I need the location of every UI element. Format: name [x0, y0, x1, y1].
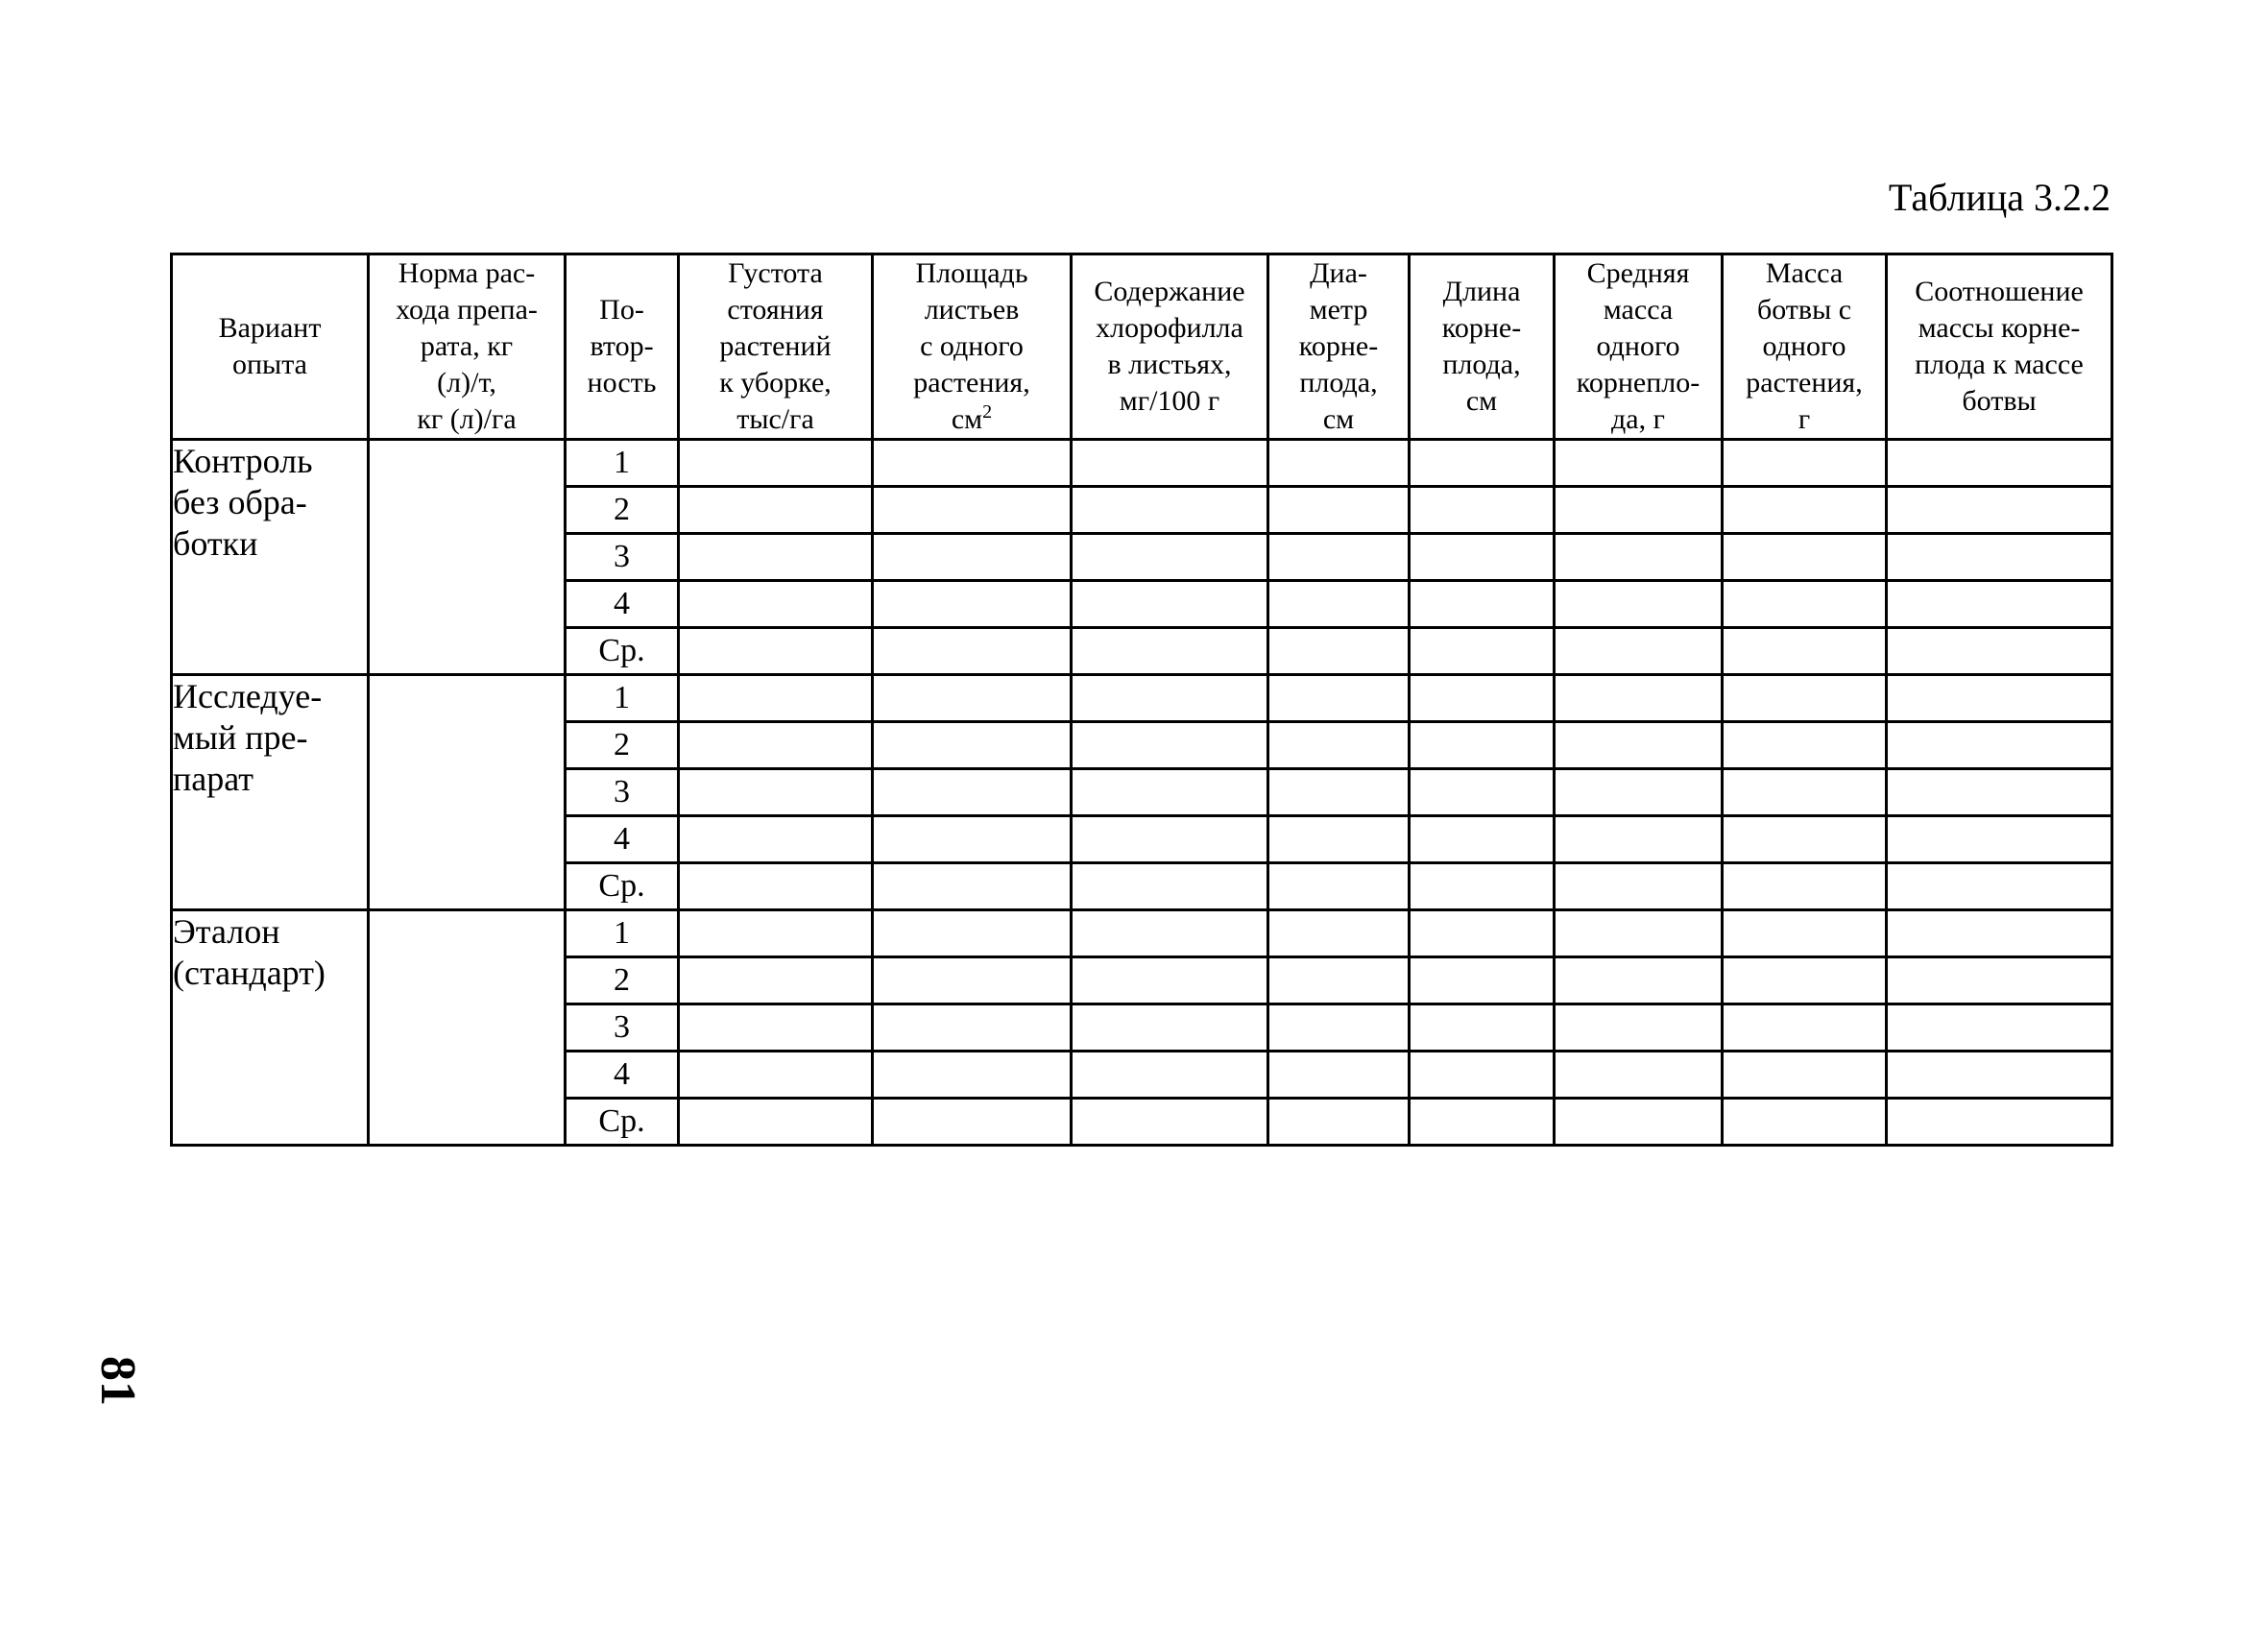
- data-cell[interactable]: [1410, 1099, 1555, 1146]
- data-cell[interactable]: [873, 1052, 1072, 1099]
- repetition-cell: Ср.: [566, 1099, 679, 1146]
- rate-cell[interactable]: [369, 675, 566, 910]
- data-cell[interactable]: [1887, 957, 2112, 1004]
- data-cell[interactable]: [1555, 487, 1723, 534]
- data-cell[interactable]: [1410, 628, 1555, 675]
- data-cell[interactable]: [1410, 1004, 1555, 1052]
- data-cell[interactable]: [1410, 957, 1555, 1004]
- variant-line: ботки: [173, 524, 258, 563]
- data-cell[interactable]: [1887, 440, 2112, 487]
- header-root-mass: [1555, 254, 1723, 440]
- data-cell[interactable]: [679, 863, 873, 910]
- data-cell[interactable]: [1268, 487, 1410, 534]
- header-line: Вариант: [218, 312, 322, 344]
- data-cell[interactable]: [1723, 722, 1887, 769]
- data-cell[interactable]: [1555, 957, 1723, 1004]
- data-cell[interactable]: [679, 1099, 873, 1146]
- variant-line: парат: [173, 760, 254, 798]
- data-cell[interactable]: [1723, 816, 1887, 863]
- header-line: корне-: [1298, 330, 1379, 362]
- header-application-rate: [369, 254, 566, 440]
- header-repetition: [566, 254, 679, 440]
- data-cell[interactable]: [1887, 816, 2112, 863]
- data-cell[interactable]: [1555, 1004, 1723, 1052]
- data-cell[interactable]: [1555, 816, 1723, 863]
- variant-cell: [172, 675, 369, 910]
- header-line: втор-: [590, 330, 654, 362]
- header-line: стояния: [727, 294, 824, 326]
- header-plant-density: [679, 254, 873, 440]
- header-line: опыта: [231, 349, 307, 380]
- header-line: Диа-: [1310, 257, 1367, 289]
- data-cell[interactable]: [1072, 581, 1268, 628]
- data-cell[interactable]: [1410, 440, 1555, 487]
- data-cell[interactable]: [679, 910, 873, 957]
- data-cell[interactable]: [1072, 675, 1268, 722]
- variant-line: Исследуе-: [173, 677, 323, 715]
- repetition-cell: 2: [566, 487, 679, 534]
- data-cell[interactable]: [1887, 722, 2112, 769]
- repetition-cell: 4: [566, 581, 679, 628]
- header-line: к уборке,: [719, 367, 832, 399]
- header-line: растения,: [913, 367, 1030, 399]
- data-cell[interactable]: [1072, 1004, 1268, 1052]
- data-cell[interactable]: [1887, 675, 2112, 722]
- data-cell[interactable]: [1723, 440, 1887, 487]
- data-cell[interactable]: [1072, 534, 1268, 581]
- repetition-cell: 1: [566, 440, 679, 487]
- data-cell[interactable]: [1555, 769, 1723, 816]
- data-cell[interactable]: [1723, 675, 1887, 722]
- data-cell[interactable]: [1268, 581, 1410, 628]
- page-number: 81: [90, 1356, 145, 1406]
- data-cell[interactable]: [1072, 769, 1268, 816]
- data-cell[interactable]: [1555, 440, 1723, 487]
- data-cell[interactable]: [1723, 769, 1887, 816]
- variant-cell: [172, 440, 369, 675]
- data-cell[interactable]: [1887, 581, 2112, 628]
- data-cell[interactable]: [1555, 1052, 1723, 1099]
- repetition-cell: 3: [566, 1004, 679, 1052]
- data-cell[interactable]: [873, 1099, 1072, 1146]
- variant-line: (стандарт): [173, 954, 326, 992]
- data-cell[interactable]: [1410, 910, 1555, 957]
- header-leaf-area: [873, 254, 1072, 440]
- data-cell[interactable]: [873, 1004, 1072, 1052]
- data-cell[interactable]: [1072, 628, 1268, 675]
- data-cell[interactable]: [873, 769, 1072, 816]
- data-cell[interactable]: [1555, 863, 1723, 910]
- data-cell[interactable]: [1072, 440, 1268, 487]
- data-cell[interactable]: [679, 1004, 873, 1052]
- data-cell[interactable]: [873, 675, 1072, 722]
- data-cell[interactable]: [1887, 534, 2112, 581]
- data-cell[interactable]: [873, 534, 1072, 581]
- data-cell[interactable]: [873, 722, 1072, 769]
- header-line: г: [1798, 403, 1811, 435]
- data-cell[interactable]: [1887, 1099, 2112, 1146]
- header-line: да, г: [1611, 403, 1665, 435]
- repetition-cell: 2: [566, 957, 679, 1004]
- header-line: [874, 401, 1070, 438]
- header-tops-mass: [1723, 254, 1887, 440]
- data-cell[interactable]: [1410, 675, 1555, 722]
- data-cell[interactable]: [679, 440, 873, 487]
- data-cell[interactable]: [1268, 1099, 1410, 1146]
- repetition-cell: 1: [566, 675, 679, 722]
- header-line: в листьях,: [1107, 349, 1232, 380]
- header-line: плода,: [1442, 349, 1521, 380]
- variant-line: без обра-: [173, 483, 307, 521]
- header-line: плода к массе: [1915, 349, 2084, 380]
- data-cell[interactable]: [1555, 675, 1723, 722]
- data-cell[interactable]: [1410, 816, 1555, 863]
- data-cell[interactable]: [1072, 1099, 1268, 1146]
- data-cell[interactable]: [1410, 581, 1555, 628]
- data-cell[interactable]: [1887, 1052, 2112, 1099]
- header-line: хода препа-: [396, 294, 538, 326]
- data-cell[interactable]: [1723, 628, 1887, 675]
- header-line: ботвы: [1962, 385, 2037, 417]
- data-cell[interactable]: [1268, 1052, 1410, 1099]
- data-cell[interactable]: [1268, 675, 1410, 722]
- data-cell[interactable]: [1410, 534, 1555, 581]
- data-cell[interactable]: [1723, 1052, 1887, 1099]
- data-cell[interactable]: [1268, 769, 1410, 816]
- area-unit-superscript: 2: [982, 401, 993, 423]
- data-cell[interactable]: [1072, 957, 1268, 1004]
- data-cell[interactable]: [679, 581, 873, 628]
- header-line: метр: [1309, 294, 1368, 326]
- data-cell[interactable]: [1072, 722, 1268, 769]
- data-cell[interactable]: [679, 1052, 873, 1099]
- repetition-cell: 3: [566, 769, 679, 816]
- header-line: с одного: [920, 330, 1024, 362]
- header-line: Густота: [728, 257, 823, 289]
- rate-cell[interactable]: [369, 910, 566, 1146]
- data-cell[interactable]: [1268, 628, 1410, 675]
- header-line: см: [1465, 385, 1498, 417]
- header-line: Масса: [1765, 257, 1844, 289]
- header-line: Норма рас-: [398, 257, 536, 289]
- table-body: [172, 440, 2112, 1146]
- header-line: Средняя: [1586, 257, 1690, 289]
- header-line: мг/100 г: [1119, 385, 1220, 417]
- header-line: Соотношение: [1915, 276, 2084, 307]
- header-line: плода,: [1299, 367, 1378, 399]
- data-cell[interactable]: [1555, 581, 1723, 628]
- data-cell[interactable]: [1723, 581, 1887, 628]
- header-line: одного: [1762, 330, 1846, 362]
- header-line: корнепло-: [1576, 367, 1701, 399]
- header-root-diameter: [1268, 254, 1410, 440]
- variant-line: Эталон: [173, 912, 280, 951]
- header-line: тыс/га: [736, 403, 814, 435]
- data-cell[interactable]: [1268, 722, 1410, 769]
- data-cell[interactable]: [1268, 863, 1410, 910]
- data-cell[interactable]: [679, 957, 873, 1004]
- header-line: рата, кг: [420, 330, 514, 362]
- repetition-cell: 1: [566, 910, 679, 957]
- repetition-cell: Ср.: [566, 628, 679, 675]
- data-cell[interactable]: [1887, 628, 2112, 675]
- data-cell[interactable]: [1723, 863, 1887, 910]
- variant-cell: [172, 910, 369, 1146]
- header-line: Содержание: [1094, 276, 1245, 307]
- data-cell[interactable]: [679, 675, 873, 722]
- repetition-cell: 4: [566, 816, 679, 863]
- data-cell[interactable]: [1072, 816, 1268, 863]
- data-cell[interactable]: [1410, 1052, 1555, 1099]
- header-line: массы корне-: [1918, 312, 2081, 344]
- data-cell[interactable]: [1887, 1004, 2112, 1052]
- data-cell[interactable]: [679, 487, 873, 534]
- data-cell[interactable]: [1723, 1004, 1887, 1052]
- data-cell[interactable]: [1410, 863, 1555, 910]
- data-cell[interactable]: [1555, 910, 1723, 957]
- header-row: [172, 254, 2112, 440]
- data-cell[interactable]: [679, 816, 873, 863]
- data-cell[interactable]: [873, 863, 1072, 910]
- data-cell[interactable]: [1268, 816, 1410, 863]
- header-mass-ratio: [1887, 254, 2112, 440]
- data-cell[interactable]: [1887, 863, 2112, 910]
- data-cell[interactable]: [1723, 534, 1887, 581]
- data-cell[interactable]: [1072, 863, 1268, 910]
- data-cell[interactable]: [679, 534, 873, 581]
- data-cell[interactable]: [873, 581, 1072, 628]
- data-cell[interactable]: [1072, 910, 1268, 957]
- data-cell[interactable]: [1723, 1099, 1887, 1146]
- header-line: хлорофилла: [1096, 312, 1243, 344]
- repetition-cell: Ср.: [566, 863, 679, 910]
- data-cell[interactable]: [873, 816, 1072, 863]
- data-cell[interactable]: [1268, 910, 1410, 957]
- repetition-cell: 4: [566, 1052, 679, 1099]
- data-cell[interactable]: [1268, 534, 1410, 581]
- header-line: масса: [1603, 294, 1674, 326]
- header-line: листьев: [924, 294, 1020, 326]
- table-row: [172, 910, 2112, 957]
- header-line: Длина: [1442, 276, 1521, 307]
- header-chlorophyll: [1072, 254, 1268, 440]
- data-cell[interactable]: [1268, 440, 1410, 487]
- data-cell[interactable]: [1723, 957, 1887, 1004]
- header-line: растения,: [1746, 367, 1863, 399]
- data-cell[interactable]: [1268, 957, 1410, 1004]
- data-cell[interactable]: [679, 769, 873, 816]
- data-cell[interactable]: [1410, 487, 1555, 534]
- header-line: Площадь: [915, 257, 1028, 289]
- data-cell[interactable]: [1072, 487, 1268, 534]
- data-cell[interactable]: [1072, 1052, 1268, 1099]
- header-root-length: [1410, 254, 1555, 440]
- header-line: растений: [719, 330, 832, 362]
- table-row: [172, 675, 2112, 722]
- data-cell[interactable]: [1887, 769, 2112, 816]
- header-line: ность: [587, 367, 657, 399]
- header-line-text: см: [951, 403, 983, 435]
- data-cell[interactable]: [873, 628, 1072, 675]
- data-cell[interactable]: [873, 957, 1072, 1004]
- data-cell[interactable]: [873, 487, 1072, 534]
- variant-line: мый пре-: [173, 718, 308, 757]
- repetition-cell: 2: [566, 722, 679, 769]
- header-line: одного: [1596, 330, 1680, 362]
- data-cell[interactable]: [1555, 722, 1723, 769]
- data-cell[interactable]: [1555, 628, 1723, 675]
- data-cell[interactable]: [679, 722, 873, 769]
- data-cell[interactable]: [1887, 910, 2112, 957]
- data-cell[interactable]: [1887, 487, 2112, 534]
- data-cell[interactable]: [1555, 534, 1723, 581]
- data-table: [170, 253, 2113, 1147]
- rate-cell[interactable]: [369, 440, 566, 675]
- header-line: кг (л)/га: [417, 403, 517, 435]
- data-cell[interactable]: [679, 628, 873, 675]
- table-row: [172, 440, 2112, 487]
- header-line: По-: [599, 294, 644, 326]
- header-line: (л)/т,: [437, 367, 496, 399]
- data-cell[interactable]: [873, 440, 1072, 487]
- header-line: ботвы с: [1756, 294, 1852, 326]
- header-line: корне-: [1441, 312, 1522, 344]
- data-cell[interactable]: [1723, 910, 1887, 957]
- data-cell[interactable]: [1410, 722, 1555, 769]
- data-cell[interactable]: [873, 910, 1072, 957]
- data-cell[interactable]: [1268, 1004, 1410, 1052]
- data-cell[interactable]: [1723, 487, 1887, 534]
- data-cell[interactable]: [1555, 1099, 1723, 1146]
- data-cell[interactable]: [1410, 769, 1555, 816]
- header-line: см: [1322, 403, 1355, 435]
- repetition-cell: 3: [566, 534, 679, 581]
- variant-line: Контроль: [173, 442, 313, 480]
- table-caption: Таблица 3.2.2: [1888, 176, 2111, 219]
- header-variant: [172, 254, 369, 440]
